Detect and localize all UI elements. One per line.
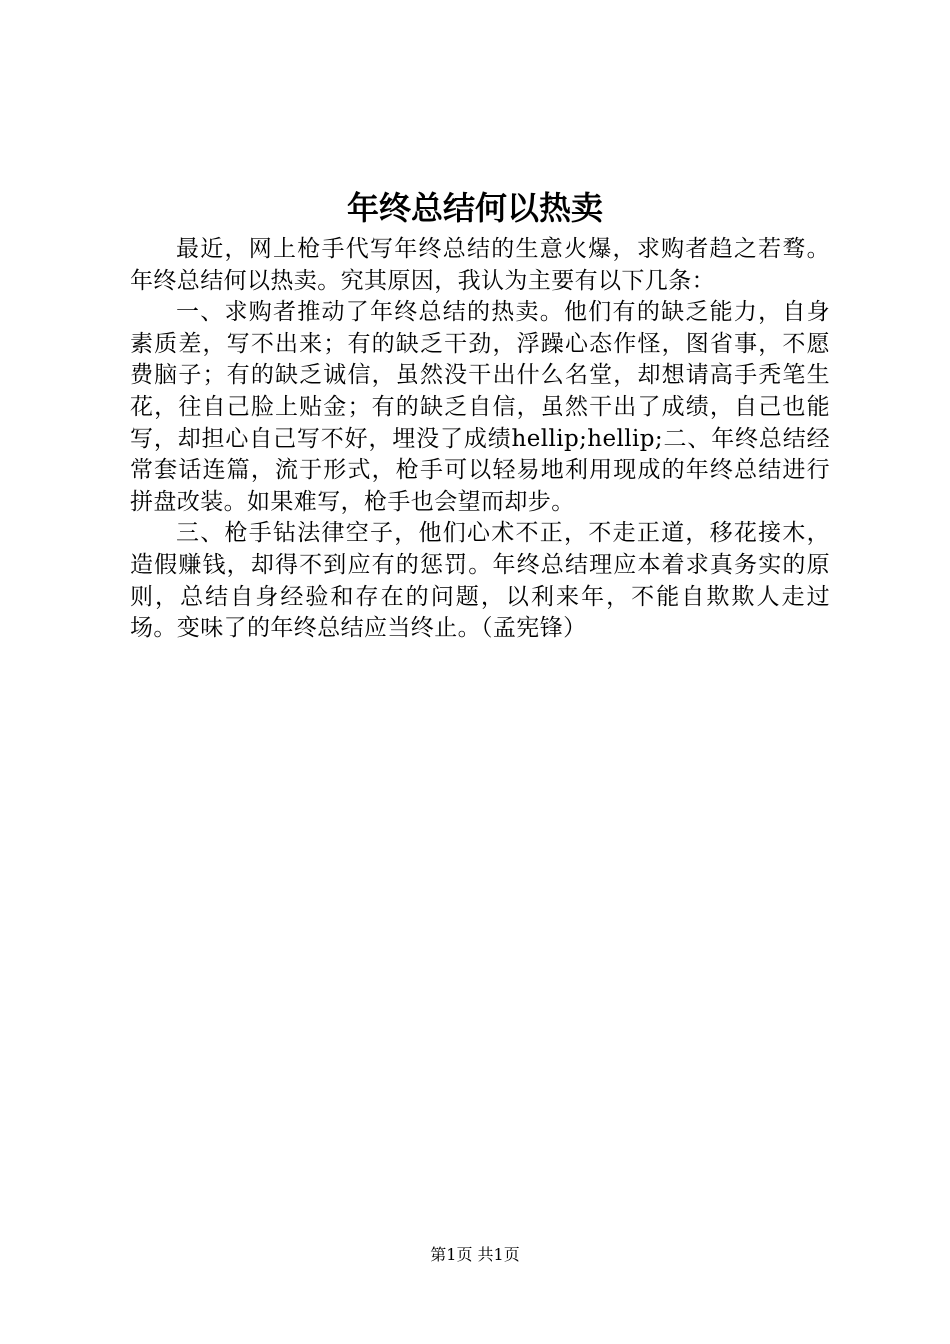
page-footer: [0, 1244, 950, 1266]
paragraph-intro: 最近，网上枪手代写年终总结的生意火爆，求购者趋之若骛。年终总结何以热卖。究其原因，我认为主要有以下几条：: [130, 236, 830, 294]
paragraph-point-one: 一、求购者推动了年终总结的热卖。他们有的缺乏能力，自身素质差，写不出来；有的缺乏干劲，浮躁心态作怪，图省事，不愿费脑子；有的缺乏诚信，虽然没干出什么名堂，却想请高手秃笔生花，往自己脸上贴金；有的缺乏自信，虽然干出了成绩，自己也能写，却担心自己写不好，埋没了成绩hellip;hellip;二、年终总结经常套话连篇，流于形式，枪手可以轻易地利用现成的年终总结进行拼盘改装。如果难写，枪手也会望而却步。: [130, 299, 830, 515]
page-total: 共1页: [477, 1245, 520, 1264]
page-number: 第1页: [430, 1245, 473, 1264]
page-title: 年终总结何以热卖: [346, 189, 603, 227]
document-body: [130, 234, 830, 645]
paragraph-point-three: 三、枪手钻法律空子，他们心术不正，不走正道，移花接木，造假赚钱，却得不到应有的惩罚。年终总结理应本着求真务实的原则，总结自身经验和存在的问题，以利来年，不能自欺欺人走过场。变味了的年终总结应当终止。（孟宪锋）: [130, 520, 830, 642]
